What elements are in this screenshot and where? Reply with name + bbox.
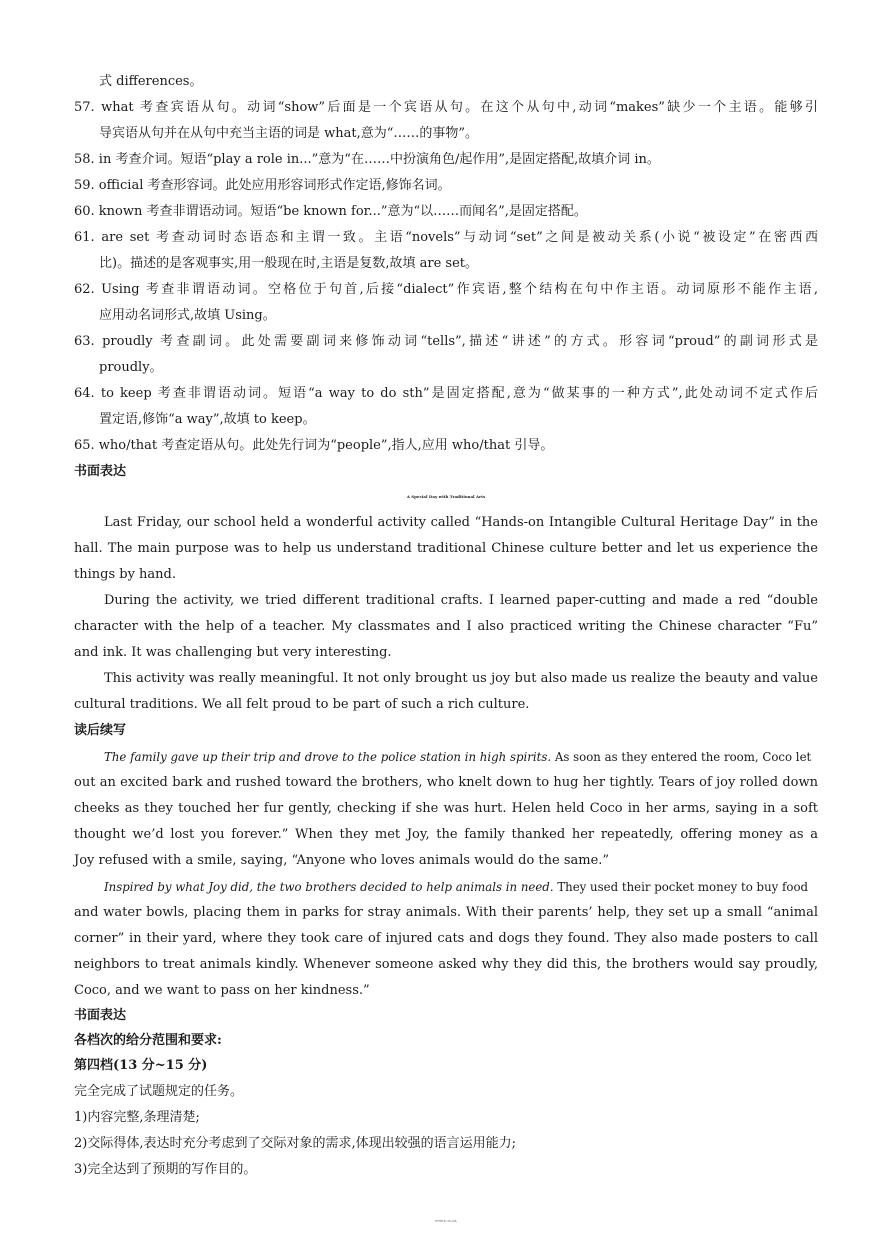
grading-line: 1)内容完整,条理清楚; — [74, 1110, 200, 1125]
grading-line: 完全完成了试题规定的任务。 — [74, 1084, 244, 1099]
answer-57: 57. what 考查宾语从句。动词“show”后面是一个宾语从句。在这个从句中,动词“makes”缺少一个主语。能够引 — [74, 100, 818, 115]
continuation-text: As soon as they entered the room, Coco let — [551, 750, 812, 764]
continuation-line: Joy refused with a smile, saying, “Anyone who loves animals would do the same.” — [74, 853, 610, 868]
grading-heading: 各档次的给分范围和要求: — [74, 1033, 222, 1048]
continuation-line: corner” in their yard, where they took care of injured cats and dogs they found. They also made posters to call — [74, 931, 818, 946]
text-line: 应用动名词形式,故填 Using。 — [99, 308, 276, 323]
continuation-line: cheeks as they touched her fur gently, checking if she was hurt. Helen held Coco in her arms, saying in a soft — [74, 801, 818, 816]
essay-line: This activity was really meaningful. It not only brought us joy but also made us realize the beauty and value — [104, 671, 818, 686]
essay-title: A Special Day with Traditional Arts — [406, 494, 486, 499]
text-line: 导宾语从句并在从句中充当主语的词是 what,意为“……的事物”。 — [99, 126, 479, 141]
answer-63: 63. proudly 考查副词。此处需要副词来修饰动词“tells”,描述“讲述”的方式。形容词“proud”的副词形式是 — [74, 334, 818, 349]
grade-level: 第四档(13 分~15 分) — [74, 1058, 208, 1073]
continuation-line: thought we’d lost you forever.” When they met Joy, the family thanked her repeatedly, offering money as a — [74, 827, 818, 842]
text-line: 置定语,修饰“a way”,故填 to keep。 — [99, 412, 316, 427]
text-line: 式 differences。 — [99, 74, 203, 89]
grading-line: 3)完全达到了预期的写作目的。 — [74, 1162, 257, 1177]
essay-line: cultural traditions. We all felt proud to be part of such a rich culture. — [74, 697, 530, 712]
continuation-text: They used their pocket money to buy food — [553, 880, 809, 894]
essay-line: things by hand. — [74, 567, 177, 582]
grading-line: 2)交际得体,表达时充分考虑到了交际对象的需求,体现出较强的语言运用能力; — [74, 1136, 516, 1151]
answer-59: 59. official 考查形容词。此处应用形容词形式作定语,修饰名词。 — [74, 178, 451, 193]
continuation-line: and water bowls, placing them in parks for stray animals. With their parents’ help, they set up a small “animal — [74, 905, 818, 920]
answer-65: 65. who/that 考查定语从句。此处先行词为“people”,指人,应用 who/that 引导。 — [74, 438, 554, 453]
given-sentence: Inspired by what Joy did, the two brothers decided to help animals in need. — [104, 880, 554, 894]
answer-62: 62. Using 考查非谓语动词。空格位于句首,后接“dialect”作宾语,整个结构在句中作主语。动词原形不能作主语, — [74, 282, 818, 297]
answer-61: 61. are set 考查动词时态语态和主谓一致。主语“novels”与动词“set”之间是被动关系(小说“被设定”在密西西 — [74, 230, 818, 245]
continuation-line — [104, 748, 818, 766]
answer-58: 58. in 考查介词。短语“play a role in...”意为“在……中扮演角色/起作用”,是固定搭配,故填介词 in。 — [74, 152, 660, 167]
essay-line: character with the help of a teacher. My classmates and I also practiced writing the Chinese character “Fu” — [74, 619, 818, 634]
answer-60: 60. known 考查非谓语动词。短语“be known for...”意为“以……而闻名”,是固定搭配。 — [74, 204, 587, 219]
text-line: 比)。描述的是客观事实,用一般现在时,主语是复数,故填 are set。 — [99, 256, 478, 271]
continuation-line: out an excited bark and rushed toward the brothers, who knelt down to hug her tightly. Tears of joy rolled down — [74, 775, 818, 790]
continuation-line: Coco, and we want to pass on her kindness.” — [74, 983, 370, 998]
essay-line: During the activity, we tried different traditional crafts. I learned paper-cutting and made a red “double — [104, 593, 818, 608]
essay-line: and ink. It was challenging but very interesting. — [74, 645, 392, 660]
section-heading: 读后续写 — [74, 723, 127, 738]
continuation-line: neighbors to treat animals kindly. Whenever someone asked why they did this, the brothers would say proudly, — [74, 957, 818, 972]
text-line: proudly。 — [99, 360, 163, 375]
essay-line: Last Friday, our school held a wonderful activity called “Hands-on Intangible Cultural Heritage Day” in the — [104, 515, 818, 530]
continuation-line — [104, 878, 818, 896]
section-heading: 书面表达 — [74, 1008, 127, 1023]
page-footer: 英语答案 第 3 页(共6页) — [434, 1221, 457, 1223]
section-heading: 书面表达 — [74, 464, 127, 479]
answer-64: 64. to keep 考查非谓语动词。短语“a way to do sth”是固定搭配,意为“做某事的一种方式”,此处动词不定式作后 — [74, 386, 818, 401]
given-sentence: The family gave up their trip and drove to the police station in high spirits. — [104, 750, 552, 764]
essay-line: hall. The main purpose was to help us understand traditional Chinese culture better and let us experience the — [74, 541, 818, 556]
